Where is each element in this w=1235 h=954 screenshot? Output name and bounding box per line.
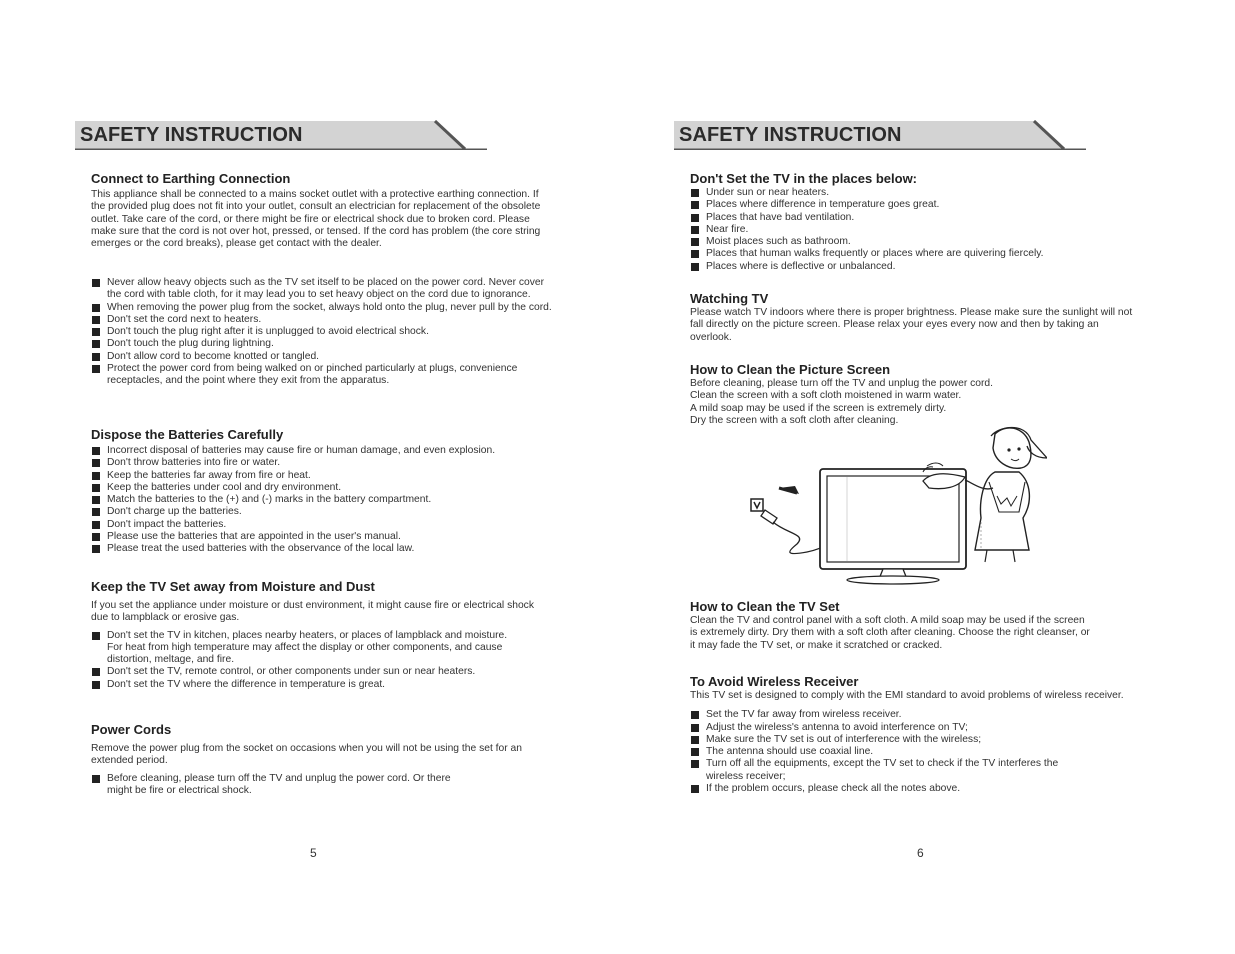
list-item: Don't set the cord next to heaters.	[91, 314, 553, 326]
section-earthing	[91, 171, 553, 250]
list-item: Never allow heavy objects such as the TV set itself to be placed on the power cord. Never cover the cord with table cloth, for it may lead you to set heavy object on the cord due to ignorance.	[91, 277, 553, 302]
power-cord-bullets	[91, 773, 451, 798]
section-paragraph: Clean the TV and control panel with a soft cloth. A mild soap may be used if the screen is extremely dirty. Dry them with a soft cloth after cleaning. Choose the right cleanser, or it may fade the TV set, or make it scratched or cracked.	[690, 615, 1090, 651]
list-item: Protect the power cord from being walked on or pinched particularly at plugs, convenience receptacles, and the point where they exit from the apparatus.	[91, 363, 553, 388]
section-banner	[674, 120, 1086, 150]
battery-bullets	[91, 445, 553, 556]
section-paragraph: This TV set is designed to comply with the EMI standard to avoid problems of wireless receiver.	[690, 690, 1124, 701]
section-paragraph: Remove the power plug from the socket on occasions when you will not be using the set for an extended period.	[91, 743, 522, 767]
list-item: Incorrect disposal of batteries may cause fire or human damage, and even explosion.	[91, 445, 553, 457]
section-heading: Watching TV	[690, 291, 769, 306]
section-banner	[75, 120, 487, 150]
section-clean-set	[690, 599, 1090, 652]
section-clean-screen	[690, 362, 1130, 427]
section-moisture	[91, 579, 551, 691]
tv-cleaning-illustration	[747, 422, 1047, 588]
section-heading: Dispose the Batteries Carefully	[91, 427, 284, 442]
section-heading: Don't Set the TV in the places below:	[690, 171, 918, 186]
section-heading: Power Cords	[91, 722, 172, 737]
page-number: 5	[310, 846, 317, 860]
list-item: Please treat the used batteries with the observance of the local law.	[91, 543, 553, 555]
list-item: Keep the batteries far away from fire or heat.	[91, 470, 553, 482]
list-item: Please use the batteries that are appointed in the user's manual.	[91, 531, 553, 543]
left-page	[0, 0, 617, 954]
moisture-bullets	[91, 630, 511, 691]
places-bullets	[690, 187, 1160, 273]
earthing-bullets	[91, 277, 553, 388]
list-item: Don't charge up the batteries.	[91, 506, 553, 518]
list-item: If the problem occurs, please check all the notes above.	[690, 783, 1074, 795]
section-paragraph: Dry the screen with a soft cloth after cleaning.	[690, 414, 899, 426]
list-item: Turn off all the equipments, except the TV set to check if the TV interferes the wireless receiver;	[690, 758, 1074, 783]
list-item: Don't impact the batteries.	[91, 519, 553, 531]
list-item: Near fire.	[690, 224, 1160, 236]
list-item: Places that human walks frequently or places where are quivering fiercely.	[690, 248, 1160, 260]
section-heading: Connect to Earthing Connection	[91, 171, 291, 186]
banner-title: SAFETY INSTRUCTION	[80, 124, 303, 146]
list-item: Keep the batteries under cool and dry environment.	[91, 482, 553, 494]
list-item: Match the batteries to the (+) and (-) marks in the battery compartment.	[91, 494, 553, 506]
list-item: When removing the power plug from the socket, always hold onto the plug, never pull by the cord.	[91, 302, 553, 314]
list-item: Make sure the TV set is out of interference with the wireless;	[690, 734, 1074, 746]
list-item: Don't allow cord to become knotted or tangled.	[91, 351, 553, 363]
page-number: 6	[917, 846, 924, 860]
section-wireless	[690, 674, 1170, 795]
list-item: Adjust the wireless's antenna to avoid interference on TV;	[690, 722, 1074, 734]
section-watching	[690, 291, 1134, 344]
list-item: Places where is deflective or unbalanced.	[690, 261, 1160, 273]
list-item: Don't touch the plug during lightning.	[91, 338, 553, 350]
section-power-cords	[91, 722, 551, 797]
list-item: Don't set the TV, remote control, or other components under sun or near heaters.	[91, 666, 511, 678]
list-item: Places that have bad ventilation.	[690, 212, 1160, 224]
list-item: The antenna should use coaxial line.	[690, 746, 1074, 758]
section-paragraph: Clean the screen with a soft cloth moistened in warm water.	[690, 390, 962, 402]
section-paragraph: A mild soap may be used if the screen is extremely dirty.	[690, 402, 947, 414]
section-paragraph: If you set the appliance under moisture or dust environment, it might cause fire or electrical shock due to lampblack or erosive gas.	[91, 600, 534, 624]
list-item: Don't throw batteries into fire or water.	[91, 457, 553, 469]
section-paragraph: This appliance shall be connected to a mains socket outlet with a protective earthing connection. If the provided plug does not fit into your outlet, consult an electrician for replacement of the obsolete outlet. Take care of the cord, or there might be fire or electrical shock due to broken cord. Please make sure that the cord is not over hot, pressed, or tensed. If the cord has problem (the core string emerges or the cord breaks), please get contact with the dealer.	[91, 189, 541, 250]
section-heading: To Avoid Wireless Receiver	[690, 674, 859, 689]
section-paragraph: Before cleaning, please turn off the TV and unplug the power cord.	[690, 378, 994, 389]
list-item: Under sun or near heaters.	[690, 187, 1160, 199]
list-item: Places where difference in temperature goes great.	[690, 199, 1160, 211]
list-item: Before cleaning, please turn off the TV and unplug the power cord. Or there might be fire or electrical shock.	[91, 773, 451, 798]
section-places	[690, 171, 1160, 273]
section-heading: How to Clean the TV Set	[690, 599, 840, 614]
right-page	[617, 0, 1235, 954]
list-item: Don't touch the plug right after it is unplugged to avoid electrical shock.	[91, 326, 553, 338]
list-item: Set the TV far away from wireless receiver.	[690, 709, 1074, 721]
section-heading: Keep the TV Set away from Moisture and Dust	[91, 579, 375, 594]
list-item: Don't set the TV in kitchen, places nearby heaters, or places of lampblack and moisture. For heat from high temperature may affect the display or other components, and cause distortion, meltage, and fire.	[91, 630, 511, 667]
wireless-bullets	[690, 709, 1074, 795]
section-batteries	[91, 427, 553, 556]
banner-title: SAFETY INSTRUCTION	[679, 124, 902, 146]
list-item: Moist places such as bathroom.	[690, 236, 1160, 248]
section-paragraph: Please watch TV indoors where there is proper brightness. Please make sure the sunlight will not fall directly on the picture screen. Please relax your eyes every now and then by taking an overlook.	[690, 307, 1133, 343]
list-item: Don't set the TV where the difference in temperature is great.	[91, 679, 511, 691]
section-heading: How to Clean the Picture Screen	[690, 362, 891, 377]
